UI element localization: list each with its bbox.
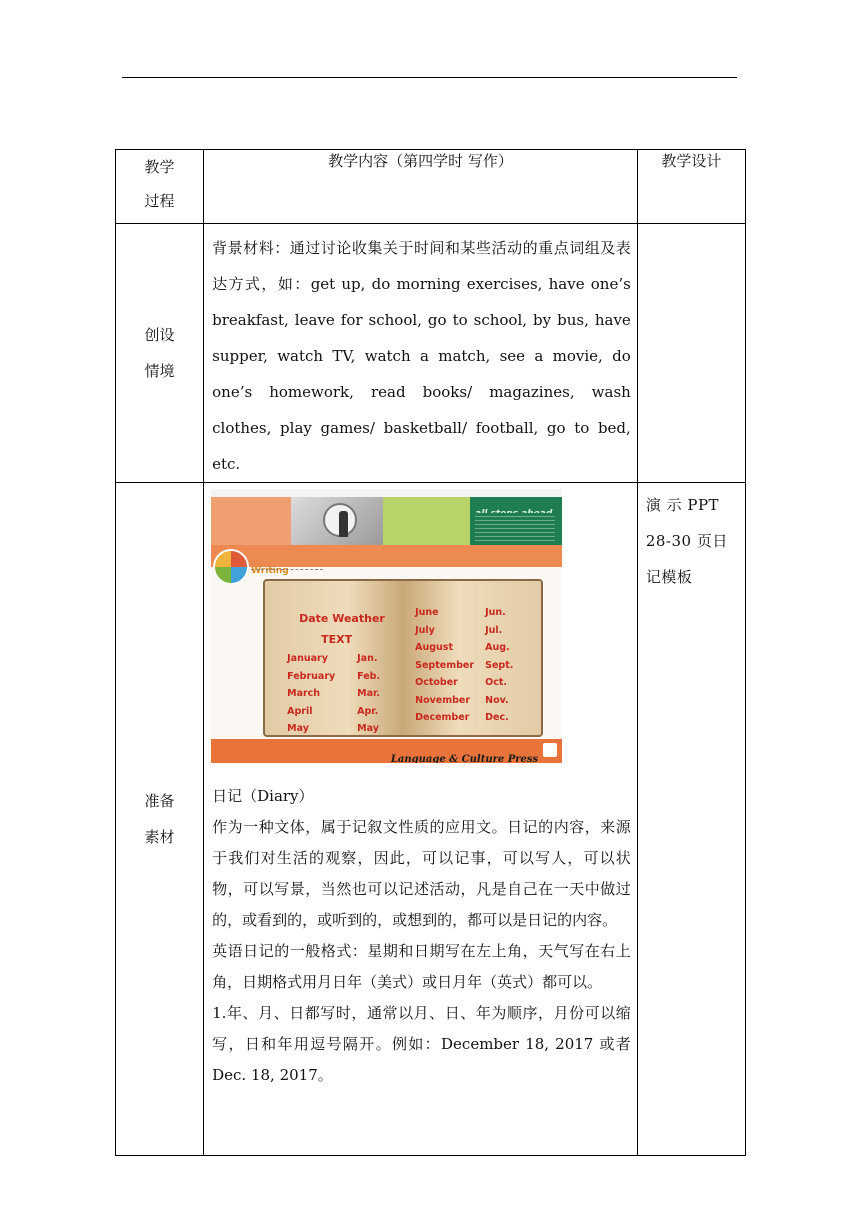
publisher-logo-icon — [543, 743, 557, 757]
slide-top-strip — [211, 489, 562, 497]
header-process-line2: 过程 — [144, 192, 175, 210]
design-cell: 演 示 PPT 28-30 页日记模板 — [637, 483, 745, 1156]
month-abbr: Nov. — [485, 694, 509, 706]
month-abbr: Apr. — [357, 705, 379, 717]
header-content-cell: 教学内容（第四学时 写作） — [204, 150, 638, 224]
table-row — [116, 483, 746, 1156]
stage-label-line2: 素材 — [144, 828, 175, 846]
month-abbr: Feb. — [357, 670, 381, 682]
months-left-full — [287, 650, 335, 738]
month-label: April — [287, 705, 313, 717]
content-cell: 背景材料：通过讨论收集关于时间和某些活动的重点词组及表达方式，如：get up, do morning exercises, have one’s breakfast, leave for school, go to school, by bus, have supper, watch TV, watch a match, see a movie, do one’s homework, read books/ magazines, wash clothes, play games/ basketball/ football, go to bed, etc. — [204, 224, 638, 483]
diary-format-paragraph: 英语日记的一般格式：星期和日期写在左上角，天气写在右上角，日期格式用月日年（美式）或日月年（英式）都可以。 — [212, 942, 631, 991]
stage-cell — [116, 483, 204, 1156]
steps-badge-icon — [213, 549, 249, 585]
section-underline — [251, 569, 323, 570]
slide-peach-block — [211, 497, 291, 545]
month-abbr: Oct. — [485, 677, 507, 688]
date-format-paragraph: 1.年、月、日都写时，通常以月、日、年为顺序，月份可以缩写，日和年用逗号隔开。例如：December 18, 2017 或者 Dec. 18, 2017。 — [212, 1004, 631, 1084]
month-label: June — [415, 607, 439, 618]
month-abbr: May — [357, 723, 379, 734]
stage-label-line2: 情境 — [144, 362, 175, 380]
book-heading-text: TEXT — [321, 633, 353, 646]
header-process-cell — [116, 150, 204, 224]
month-label: May — [287, 723, 309, 734]
month-label: August — [415, 642, 453, 653]
book-heading-date-weather: Date Weather — [299, 612, 385, 625]
month-label: July — [415, 624, 435, 636]
publisher-label: Language & Culture Press — [390, 754, 539, 763]
table-row — [116, 224, 746, 483]
month-abbr: Dec. — [485, 712, 509, 723]
diary-definition-paragraph: 作为一种文体，属于记叙文性质的应用文。日记的内容，来源于我们对生活的观察，因此，可以记事，可以写人，可以状物，可以写景，当然也可以记述活动，凡是自己在一天中做过的，或看到的，或听到的，或想到的，都可以是日记的内容。 — [212, 818, 631, 929]
lesson-table — [115, 149, 746, 1156]
design-cell — [637, 224, 745, 483]
month-label: October — [415, 677, 458, 688]
month-abbr: Mar. — [357, 688, 380, 699]
month-label: September — [415, 659, 475, 671]
diary-heading: 日记（Diary） — [212, 787, 314, 805]
header-design-cell: 教学设计 — [637, 150, 745, 224]
month-label: March — [287, 688, 321, 699]
stage-label-line1: 准备 — [144, 792, 175, 810]
content-cell — [204, 483, 638, 1156]
person-figure — [339, 511, 348, 537]
stage-label-line1: 创设 — [144, 326, 175, 344]
slide-lime-block — [383, 497, 470, 545]
month-abbr: Jan. — [357, 653, 378, 664]
stage-cell — [116, 224, 204, 483]
month-abbr: Jul. — [485, 624, 503, 636]
header-process-line1: 教学 — [144, 158, 175, 176]
month-abbr: Aug. — [485, 642, 510, 653]
section-label: Writing — [251, 566, 289, 576]
month-abbr: Jun. — [485, 607, 506, 618]
month-label: November — [415, 694, 471, 706]
banner-text-lines — [475, 513, 555, 541]
ppt-slide-image — [211, 489, 562, 763]
months-right-full — [415, 604, 474, 727]
month-label: January — [287, 653, 328, 664]
months-right-abbr — [485, 604, 513, 727]
months-left-abbr — [357, 650, 380, 738]
month-label: December — [415, 712, 470, 723]
table-header-row — [116, 150, 746, 224]
month-label: February — [287, 670, 336, 682]
month-abbr: Sept. — [485, 659, 514, 671]
header-rule — [122, 77, 737, 78]
